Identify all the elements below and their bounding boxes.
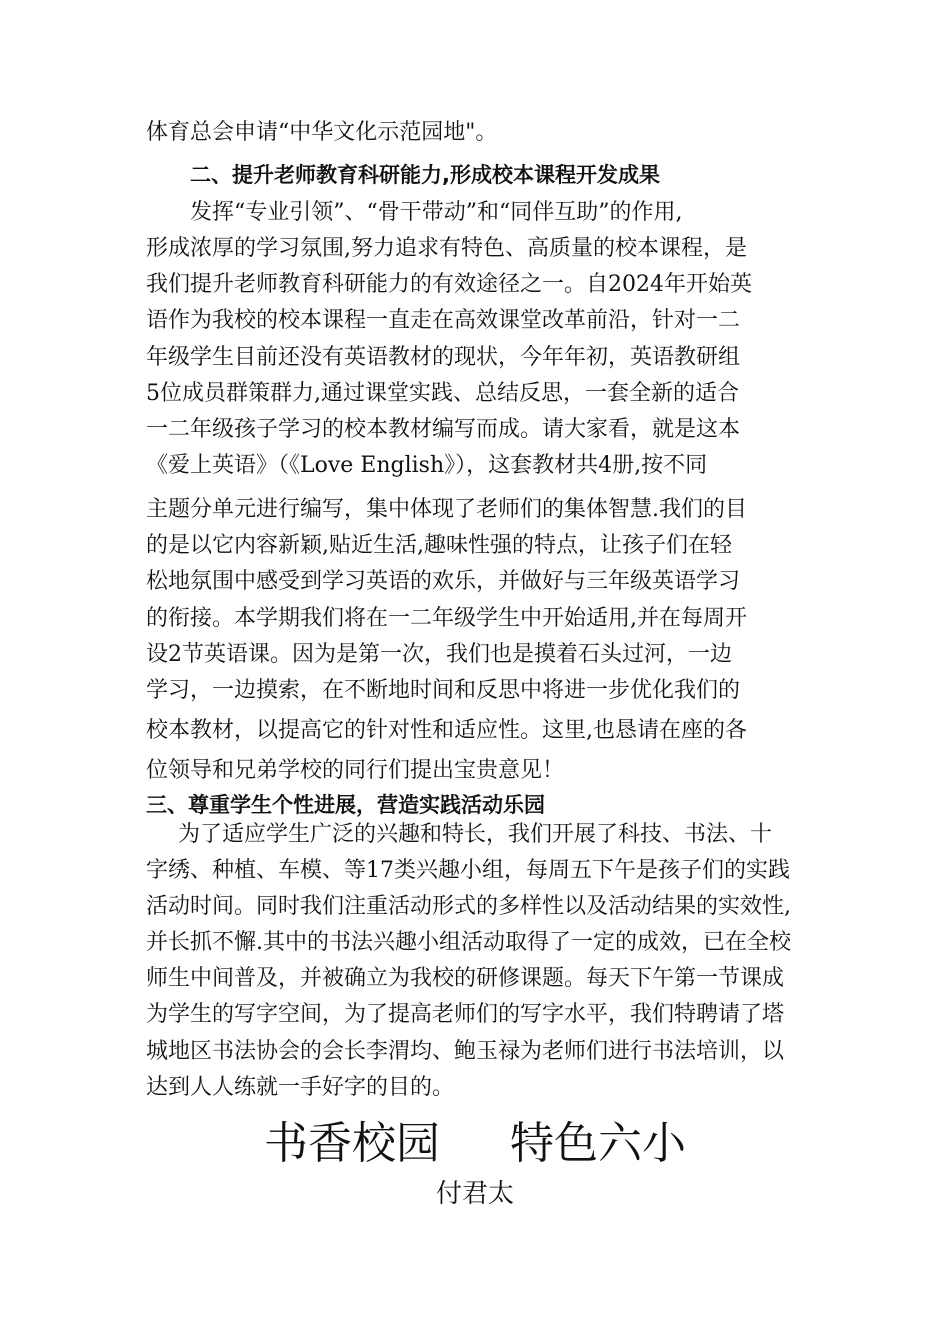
paragraph-line: 发挥“专业引领”、“骨干带动”和“同伴互助”的作用,	[190, 200, 683, 225]
paragraph-line: 为学生的写字空间，为了提高老师们的写字水平，我们特聘请了塔	[146, 1002, 785, 1027]
paragraph-line: 城地区书法协会的会长李渭均、鲍玉禄为老师们进行书法培训，以	[146, 1039, 785, 1064]
paragraph-line: 一二年级孩子学习的校本教材编写而成。请大家看，就是这本	[146, 417, 741, 442]
paragraph-line: 设2节英语课。因为是第一次，我们也是摸着石头过河，一边	[146, 642, 732, 667]
paragraph-line: 体育总会申请“中华文化示范园地"。	[146, 120, 498, 145]
paragraph-line: 的衔接。本学期我们将在一二年级学生中开始适用,并在每周开	[146, 606, 747, 631]
paragraph-line: 主题分单元进行编写，集中体现了老师们的集体智慧.我们的目	[146, 497, 747, 522]
paragraph-line: 的是以它内容新颖,贴近生活,趣味性强的特点，让孩子们在轻	[146, 533, 732, 558]
paragraph-line: 语作为我校的校本课程一直走在高效课堂改革前沿，针对一二	[146, 308, 741, 333]
article-author: 付君太	[435, 1179, 514, 1209]
article-title: 书香校园 特色六小	[264, 1118, 686, 1169]
paragraph-line: 我们提升老师教育科研能力的有效途径之一。自2024年开始英	[146, 272, 752, 297]
paragraph-line: 位领导和兄弟学校的同行们提出宝贵意见！	[146, 758, 565, 783]
paragraph-line: 年级学生目前还没有英语教材的现状，今年年初，英语教研组	[146, 345, 741, 370]
paragraph-line: 松地氛围中感受到学习英语的欢乐，并做好与三年级英语学习	[146, 569, 741, 594]
section-heading: 三、尊重学生个性进展，营造实践活动乐园	[146, 793, 545, 817]
paragraph-line: 活动时间。同时我们注重活动形式的多样性以及活动结果的实效性,	[146, 894, 791, 919]
paragraph-line: 达到人人练就一手好字的目的。	[146, 1075, 455, 1100]
paragraph-line: 校本教材，以提高它的针对性和适应性。这里,也恳请在座的各	[146, 718, 747, 743]
paragraph-line: 5位成员群策群力,通过课堂实践、总结反思，一套全新的适合	[146, 381, 739, 406]
paragraph-line: 《爱上英语》（《Love English》），这套教材共4册,按不同	[146, 453, 708, 478]
paragraph-line: 字绣、种植、车模、等17类兴趣小组，每周五下午是孩子们的实践	[146, 858, 790, 883]
section-heading: 二、提升老师教育科研能力,形成校本课程开发成果	[190, 163, 660, 187]
paragraph-line: 学习，一边摸索，在不断地时间和反思中将进一步优化我们的	[146, 678, 741, 703]
paragraph-line: 并长抓不懈.其中的书法兴趣小组活动取得了一定的成效，已在全校	[146, 930, 791, 955]
paragraph-line: 师生中间普及，并被确立为我校的研修课题。每天下午第一节课成	[146, 966, 785, 991]
paragraph-line: 形成浓厚的学习氛围,努力追求有特色、高质量的校本课程，是	[146, 236, 747, 261]
paragraph-line: 为了适应学生广泛的兴趣和特长，我们开展了科技、书法、十	[178, 822, 773, 847]
